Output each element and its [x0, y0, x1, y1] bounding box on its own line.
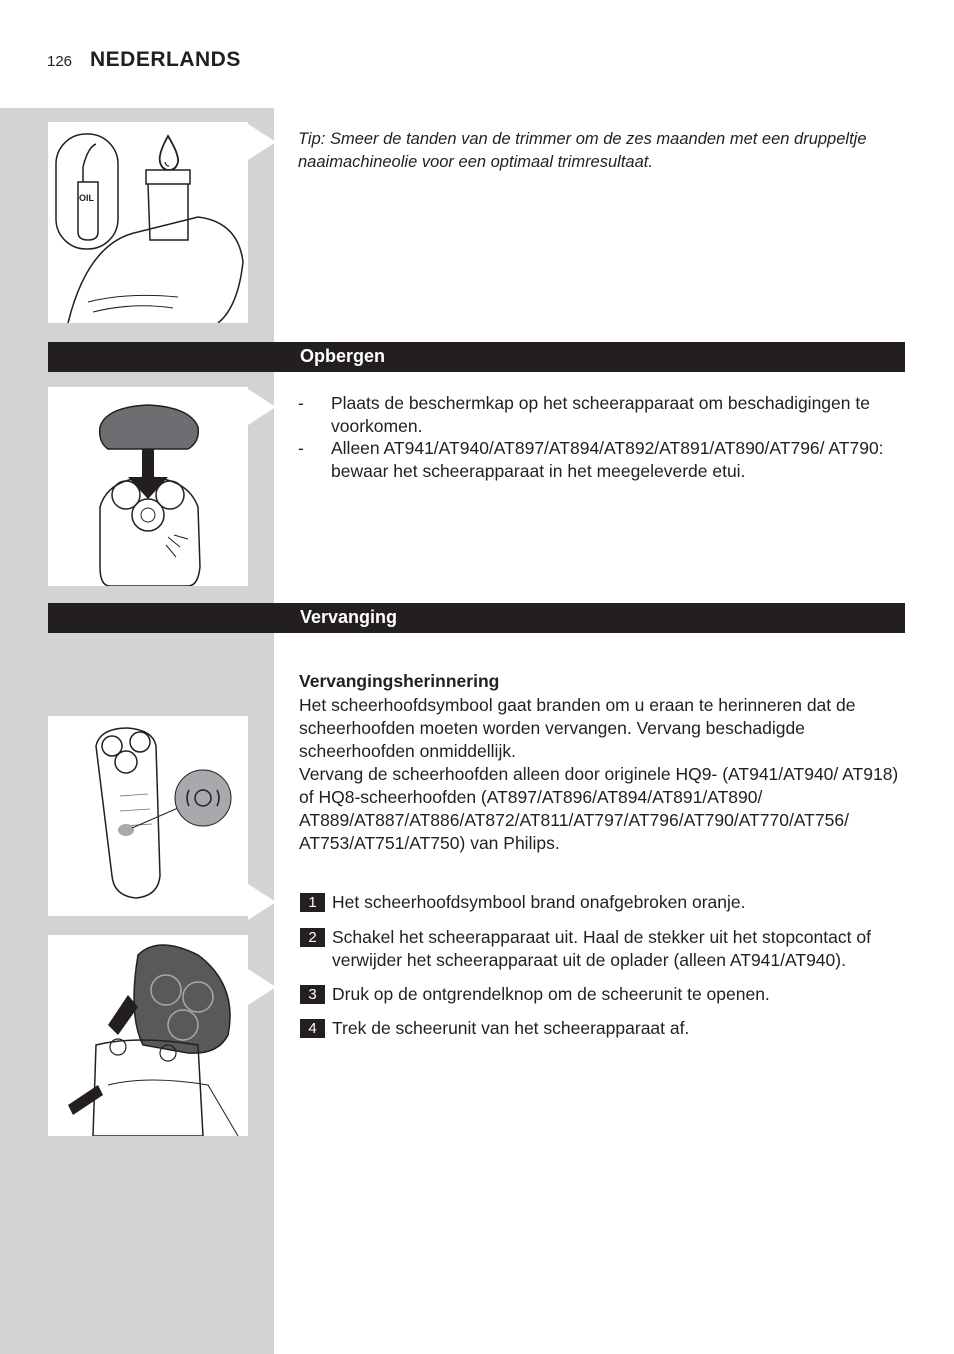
page-number: 126	[47, 53, 73, 70]
section-title-storage: Opbergen	[300, 346, 386, 366]
oil-label: OIL	[79, 193, 94, 203]
step-number: 2	[300, 928, 325, 947]
step-text: Trek de scheerunit van het scheerapparaat af.	[332, 1018, 690, 1038]
open-shaving-unit-illustration	[48, 935, 248, 1136]
paragraph: Vervang de scheerhoofden alleen door originele HQ9- (AT941/AT940/ AT918) of HQ8-scheerhoofden (AT897/AT896/AT894/AT891/AT890/ AT889/AT887/AT886/AT872/AT811/AT797/AT796/AT790/AT770/AT756/ AT753/AT751/AT750) van Philips.	[299, 764, 899, 853]
step-text: Schakel het scheerapparaat uit. Haal de stekker uit het stopcontact of verwijder het scheerapparaat uit de oplader (alleen AT941/AT940).	[332, 927, 871, 970]
section-bar-storage	[48, 342, 905, 372]
subsection-title: Vervangingsherinnering	[299, 671, 500, 691]
section-bar-replacement	[48, 603, 905, 633]
language-heading: NEDERLANDS	[90, 48, 241, 71]
step-number: 1	[300, 893, 325, 912]
replacement-symbol-illustration	[48, 716, 248, 916]
figure-pointer	[248, 969, 276, 1005]
figure-pointer	[248, 124, 276, 160]
protection-cap-illustration	[48, 387, 248, 586]
step-text: Druk op de ontgrendelknop om de scheerunit te openen.	[332, 984, 770, 1004]
step-number: 3	[300, 985, 325, 1004]
step-number: 4	[300, 1019, 325, 1038]
figure-pointer	[248, 389, 276, 425]
figure-pointer	[248, 884, 276, 920]
trimmer-oil-illustration	[48, 122, 248, 323]
tip-text: Tip: Smeer de tanden van de trimmer om de zes maanden met een druppeltje naaimachineolie voor een optimaal trimresultaat.	[298, 130, 867, 171]
step-text: Het scheerhoofdsymbool brand onafgebroken oranje.	[332, 892, 746, 912]
paragraph: Het scheerhoofdsymbool gaat branden om u eraan te herinneren dat de scheerhoofden moeten worden vervangen. Vervang beschadigde scheerhoofden onmiddellijk.	[299, 695, 856, 761]
section-title-replacement: Vervanging	[300, 607, 398, 627]
